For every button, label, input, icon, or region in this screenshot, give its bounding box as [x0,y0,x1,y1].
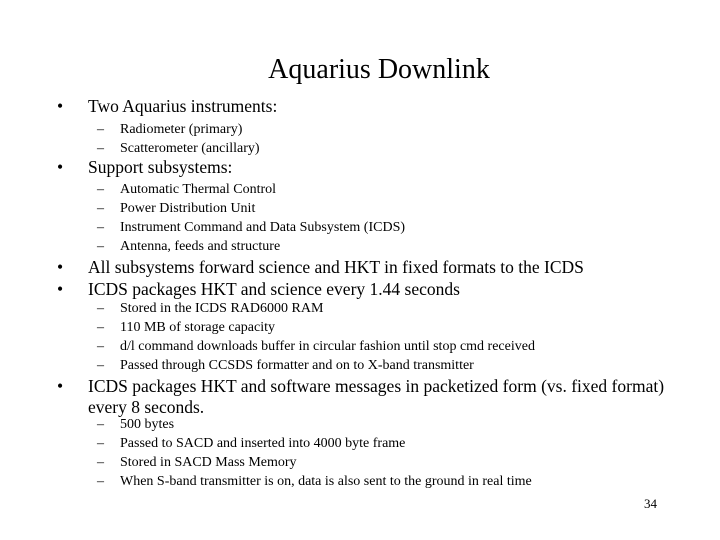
dash-icon: – [97,122,104,137]
sub-bullet-text: 500 bytes [120,417,175,432]
dash-icon: – [97,220,104,235]
bullet-text: ICDS packages HKT and software messages in packetized form (vs. fixed format) every 8 seconds. [88,376,665,417]
dash-icon: – [97,455,104,470]
bullet-text: Support subsystems: [88,157,233,177]
sub-bullet-text: Power Distribution Unit [120,201,256,216]
dash-icon: – [97,141,104,156]
sub-bullet-text: d/l command downloads buffer in circular fashion until stop cmd received [120,339,535,354]
sub-bullet-text: Automatic Thermal Control [120,182,277,197]
dash-icon: – [97,201,104,216]
bullet-icon: • [57,257,64,277]
dash-icon: – [97,239,104,254]
bullet-text: ICDS packages HKT and science every 1.44 seconds [88,279,460,299]
sub-bullet-text: Passed to SACD and inserted into 4000 byte frame [120,436,406,451]
dash-icon: – [97,436,104,451]
sub-bullet-text: When S-band transmitter is on, data is also sent to the ground in real time [120,474,532,489]
dash-icon: – [97,474,104,489]
sub-bullet-text: 110 MB of storage capacity [120,320,275,335]
slide-title: Aquarius Downlink [268,54,490,85]
dash-icon: – [97,339,104,354]
dash-icon: – [97,182,104,197]
dash-icon: – [97,358,104,373]
sub-bullet-text: Antenna, feeds and structure [120,239,281,254]
sub-bullet-text: Instrument Command and Data Subsystem (ICDS) [120,220,406,235]
sub-bullet-text: Radiometer (primary) [120,122,243,137]
bullet-text: Two Aquarius instruments: [88,96,278,116]
dash-icon: – [97,320,104,335]
sub-bullet-text: Scatterometer (ancillary) [120,141,260,156]
dash-icon: – [97,417,104,432]
sub-bullet-text: Stored in SACD Mass Memory [120,455,297,470]
sub-bullet-text: Stored in the ICDS RAD6000 RAM [120,301,324,316]
sub-bullet-text: Passed through CCSDS formatter and on to X-band transmitter [120,358,474,373]
bullet-icon: • [57,279,64,299]
bullet-icon: • [57,96,64,116]
bullet-text: All subsystems forward science and HKT in fixed formats to the ICDS [88,257,584,277]
page-number: 34 [644,496,657,511]
bullet-icon: • [57,157,64,177]
bullet-icon: • [57,376,64,396]
dash-icon: – [97,301,104,316]
